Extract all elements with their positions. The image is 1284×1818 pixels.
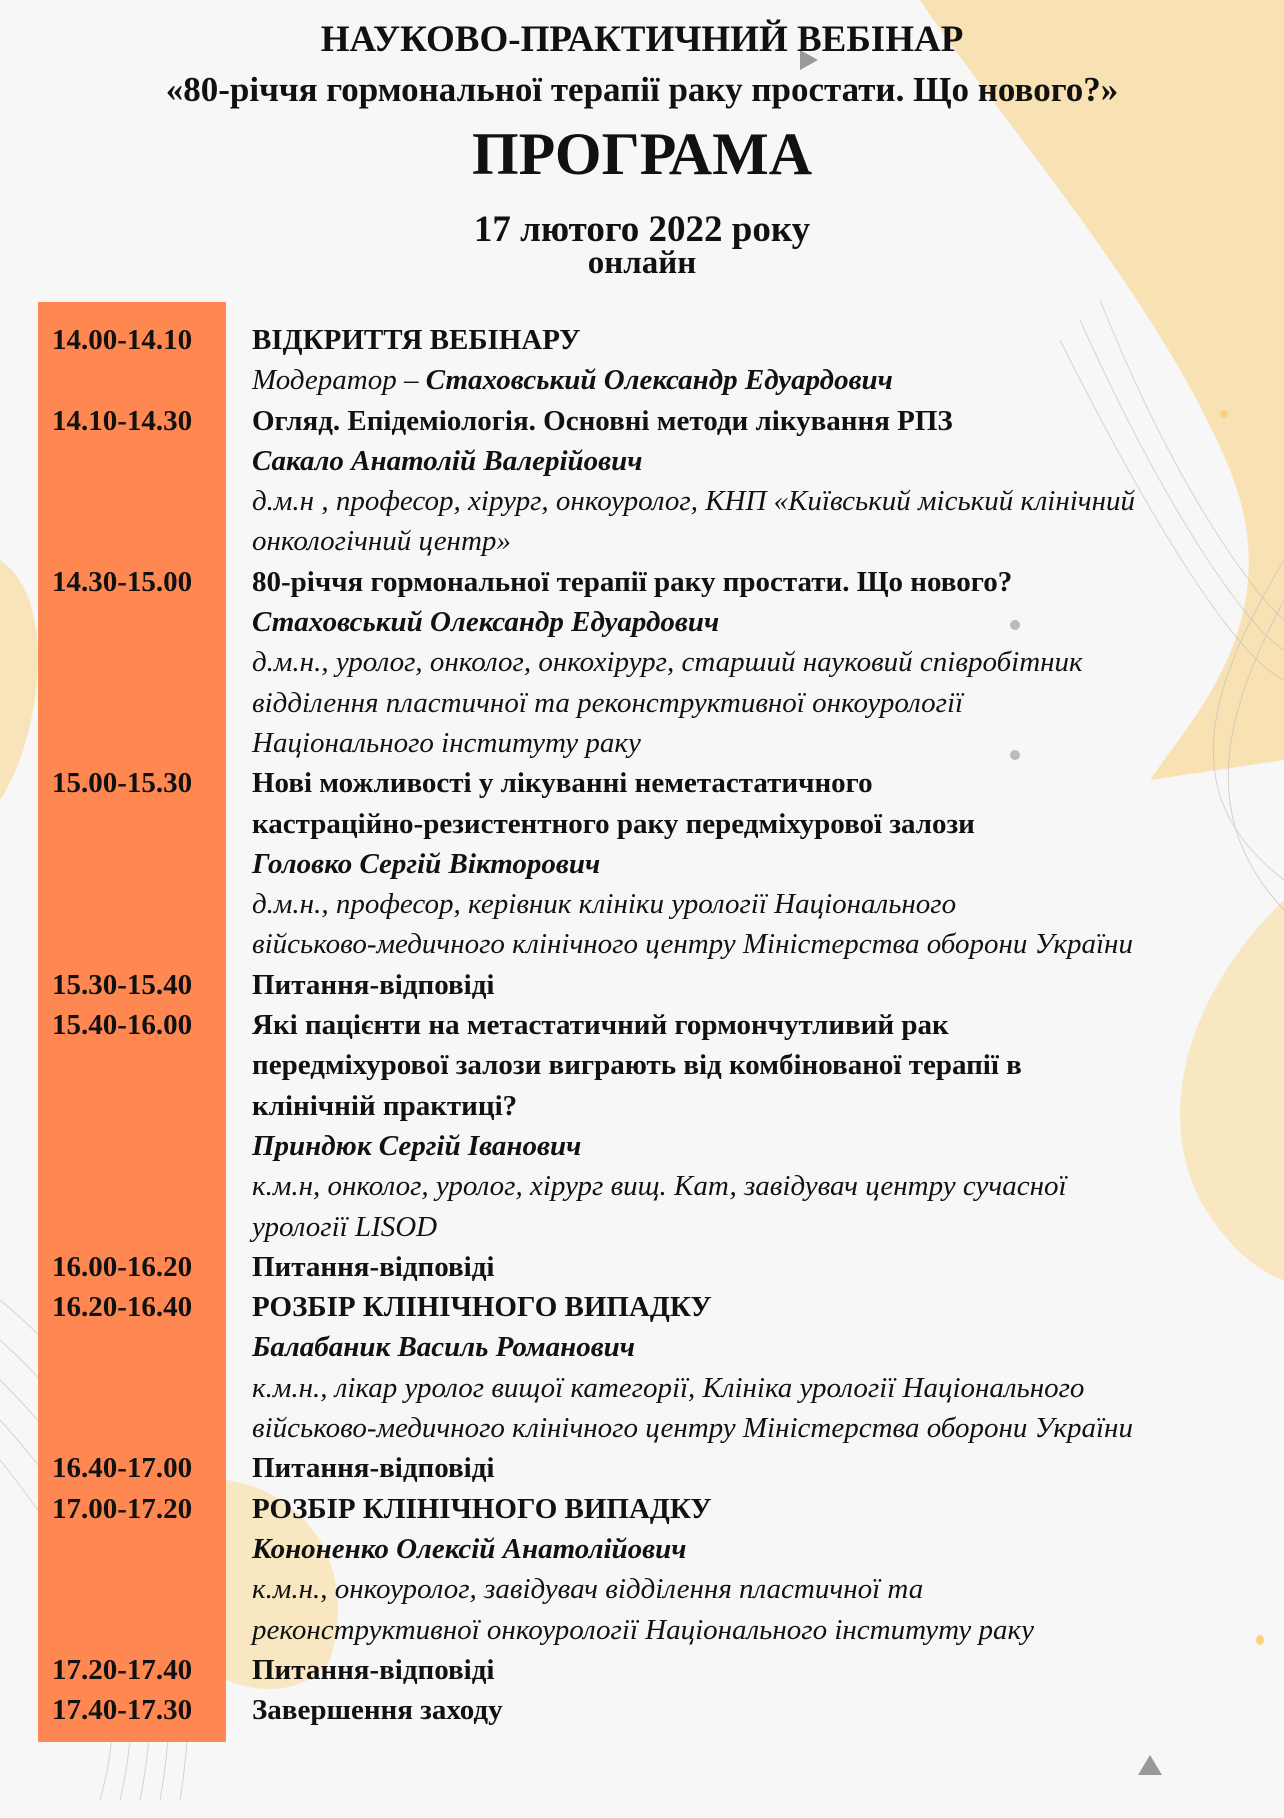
schedule-line xyxy=(0,1166,1284,1206)
line-text: реконструктивної онкоурології Національного інституту раку xyxy=(252,1613,1034,1646)
line-text: Огляд. Епідеміологія. Основні методи лікування РПЗ xyxy=(252,404,953,437)
speaker-credentials xyxy=(252,683,963,723)
line-text: військово-медичного клінічного центру Міністерства оборони України xyxy=(252,928,1133,961)
moderator-label: Модератор – xyxy=(252,364,426,397)
line-text: Кононенко Олексій Анатолійович xyxy=(252,1532,687,1565)
speaker-credentials xyxy=(252,1408,1133,1448)
line-text: РОЗБІР КЛІНІЧНОГО ВИПАДКУ xyxy=(252,1492,712,1525)
schedule-line xyxy=(0,1126,1284,1166)
speaker-name xyxy=(252,1529,686,1569)
speaker-name xyxy=(252,441,642,481)
schedule-line xyxy=(0,804,1284,844)
schedule-line xyxy=(0,401,1284,441)
time-slot: 15.40-16.00 xyxy=(52,1009,193,1042)
schedule-line xyxy=(0,441,1284,481)
line-text: к.м.н., лікар уролог вищої категорії, Клініка урології Національного xyxy=(252,1371,1085,1404)
line-text: клінічній практиці? xyxy=(252,1089,518,1122)
schedule-line xyxy=(0,1045,1284,1085)
schedule-line xyxy=(0,642,1284,682)
line-text: Головко Сергій Вікторович xyxy=(252,847,601,880)
session-title xyxy=(252,1005,949,1045)
schedule-line xyxy=(0,1005,1284,1045)
event-format: онлайн xyxy=(587,245,697,281)
speaker-credentials xyxy=(252,723,641,763)
line-text: урології LISOD xyxy=(252,1210,438,1243)
session-title xyxy=(252,965,494,1005)
session-title xyxy=(252,1086,517,1126)
schedule-line xyxy=(0,1408,1284,1448)
speaker-credentials xyxy=(252,1207,437,1247)
schedule-line xyxy=(0,1327,1284,1367)
line-text: к.м.н, онколог, уролог, хірург вищ. Кат, завідувач центру сучасної xyxy=(252,1170,1067,1203)
schedule-line xyxy=(0,1448,1284,1488)
line-text: Питання-відповіді xyxy=(252,1250,495,1283)
session-title xyxy=(252,1650,494,1690)
session-title xyxy=(252,562,1012,602)
schedule-line xyxy=(0,481,1284,521)
schedule-line xyxy=(0,1489,1284,1529)
session-title xyxy=(252,763,873,803)
line-text: д.м.н , професор, хірург, онкоуролог, КНП «Київський міський клінічний xyxy=(252,485,1135,518)
session-title xyxy=(252,1247,494,1287)
program-schedule xyxy=(0,320,1284,1730)
schedule-line xyxy=(0,683,1284,723)
line-text: ВІДКРИТТЯ ВЕБІНАРУ xyxy=(252,324,581,356)
schedule-line xyxy=(0,562,1284,602)
session-title xyxy=(252,1690,503,1730)
event-type-heading: НАУКОВО-ПРАКТИЧНИЙ ВЕБІНАР xyxy=(320,19,964,60)
speaker-credentials xyxy=(252,1610,1034,1650)
line-text: Стаховський Олександр Едуардович xyxy=(425,364,893,397)
time-slot: 17.40-17.30 xyxy=(52,1694,193,1727)
schedule-line xyxy=(0,924,1284,964)
schedule-line xyxy=(0,1247,1284,1287)
line-text: Які пацієнти на метастатичний гормончутливий рак xyxy=(252,1009,949,1042)
session-title xyxy=(252,320,581,360)
time-slot: 14.00-14.10 xyxy=(52,324,193,356)
event-title: «80-річчя гормональної терапії раку простати. Що нового?» xyxy=(165,70,1119,109)
schedule-line xyxy=(0,884,1284,924)
time-slot: 15.00-15.30 xyxy=(52,767,193,800)
schedule-line xyxy=(0,763,1284,803)
schedule-line xyxy=(0,1690,1284,1730)
line-text: к.м.н., онкоуролог, завідувач відділення пластичної та xyxy=(252,1573,924,1606)
line-text: РОЗБІР КЛІНІЧНОГО ВИПАДКУ xyxy=(252,1291,712,1324)
schedule-line xyxy=(0,360,1284,400)
session-title xyxy=(252,401,953,441)
time-slot: 16.20-16.40 xyxy=(52,1291,193,1324)
time-slot: 14.10-14.30 xyxy=(52,404,193,437)
schedule-line xyxy=(0,1610,1284,1650)
session-title xyxy=(252,1448,494,1488)
speaker-credentials xyxy=(252,884,956,924)
speaker-credentials xyxy=(252,642,1083,682)
speaker-credentials xyxy=(252,1166,1067,1206)
line-text: Приндюк Сергій Іванович xyxy=(252,1129,582,1162)
session-title xyxy=(252,1287,712,1327)
schedule-line xyxy=(0,1086,1284,1126)
speaker-name xyxy=(252,602,719,642)
line-text: 80-річчя гормональної терапії раку простати. Що нового? xyxy=(252,565,1013,598)
schedule-line xyxy=(0,723,1284,763)
speaker-name xyxy=(252,360,893,400)
schedule-line xyxy=(0,521,1284,561)
schedule-line xyxy=(0,1287,1284,1327)
schedule-line xyxy=(0,1207,1284,1247)
speaker-credentials xyxy=(252,481,1135,521)
line-text: Стаховський Олександр Едуардович xyxy=(252,606,720,639)
line-text: Питання-відповіді xyxy=(252,1653,495,1686)
session-title xyxy=(252,1045,1022,1085)
line-text: д.м.н., уролог, онколог, онкохірург, старший науковий співробітник xyxy=(252,646,1083,679)
triangle-icon xyxy=(1138,1755,1162,1775)
time-slot: 16.00-16.20 xyxy=(52,1250,193,1283)
line-text: військово-медичного клінічного центру Міністерства оборони України xyxy=(252,1412,1133,1445)
speaker-name xyxy=(252,1126,581,1166)
schedule-line xyxy=(0,1650,1284,1690)
speaker-credentials xyxy=(252,924,1133,964)
speaker-credentials xyxy=(252,1569,923,1609)
schedule-line xyxy=(0,965,1284,1005)
line-text: Питання-відповіді xyxy=(252,968,495,1001)
speaker-credentials xyxy=(252,521,511,561)
time-slot: 16.40-17.00 xyxy=(52,1452,193,1485)
event-date: 17 лютого 2022 року xyxy=(473,209,811,250)
schedule-line xyxy=(0,1569,1284,1609)
session-title xyxy=(252,804,975,844)
line-text: кастраційно-резистентного раку передміхурової залози xyxy=(252,807,975,840)
line-text: Нові можливості у лікуванні неметастатичного xyxy=(252,767,873,800)
line-text: Балабаник Василь Романович xyxy=(252,1331,636,1364)
schedule-line xyxy=(0,844,1284,884)
line-text: Національного інституту раку xyxy=(252,726,641,759)
schedule-line xyxy=(0,1529,1284,1569)
time-slot: 15.30-15.40 xyxy=(52,968,193,1001)
program-heading: ПРОГРАМА xyxy=(471,121,813,187)
time-slot: 14.30-15.00 xyxy=(52,565,193,598)
line-text: передміхурової залози виграють від комбінованої терапії в xyxy=(252,1049,1022,1082)
line-text: д.м.н., професор, керівник клініки урології Національного xyxy=(252,888,957,921)
schedule-line xyxy=(0,1368,1284,1408)
line-text: Сакало Анатолій Валерійович xyxy=(252,444,643,477)
line-text: Завершення заходу xyxy=(252,1694,503,1727)
schedule-line xyxy=(0,602,1284,642)
session-title xyxy=(252,1489,712,1529)
schedule-line xyxy=(0,320,1284,360)
line-text: онкологічний центр» xyxy=(252,525,511,558)
time-slot: 17.00-17.20 xyxy=(52,1492,193,1525)
line-text: відділення пластичної та реконструктивної онкоурології xyxy=(252,686,964,719)
time-slot: 17.20-17.40 xyxy=(52,1653,193,1686)
line-text: Питання-відповіді xyxy=(252,1452,495,1485)
speaker-credentials xyxy=(252,1368,1084,1408)
speaker-name xyxy=(252,844,600,884)
speaker-name xyxy=(252,1327,635,1367)
